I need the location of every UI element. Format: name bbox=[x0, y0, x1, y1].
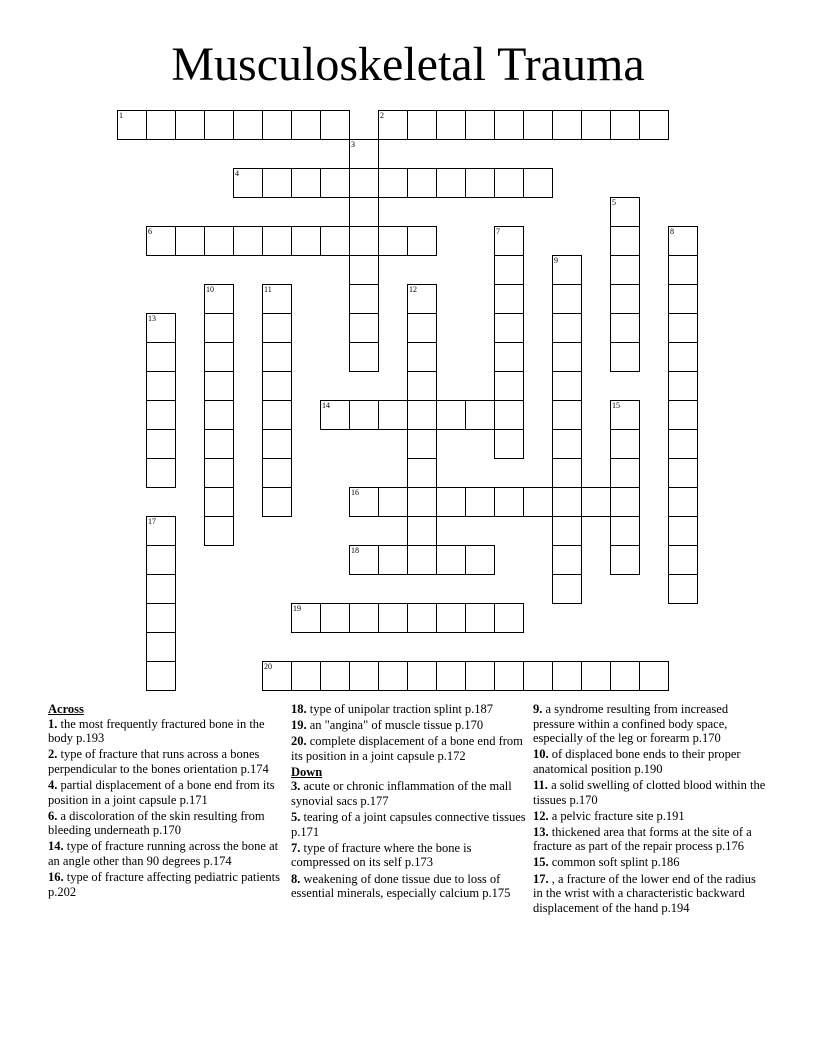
grid-cell[interactable] bbox=[552, 400, 582, 430]
clue-text: common soft splint p.186 bbox=[548, 855, 680, 870]
grid-cell[interactable] bbox=[146, 661, 176, 691]
grid-cell[interactable] bbox=[523, 487, 553, 517]
clue-number: 17 bbox=[148, 517, 156, 526]
clue-text: weakening of done tissue due to loss of essential minerals, especially calcium p.175 bbox=[291, 871, 511, 901]
grid-cell[interactable] bbox=[378, 603, 408, 633]
clue bbox=[533, 778, 768, 807]
grid-cell[interactable] bbox=[610, 342, 640, 372]
grid-cell[interactable] bbox=[436, 487, 466, 517]
grid-cell[interactable] bbox=[407, 429, 437, 459]
clue bbox=[291, 718, 526, 733]
clue bbox=[48, 870, 283, 899]
clue-number-label: 19. bbox=[291, 718, 307, 733]
grid-cell[interactable] bbox=[610, 284, 640, 314]
grid-cell[interactable] bbox=[291, 110, 321, 140]
grid-cell[interactable] bbox=[436, 545, 466, 575]
clue-text: type of fracture affecting pediatric patients p.202 bbox=[48, 870, 280, 899]
grid-cell[interactable] bbox=[465, 603, 495, 633]
grid-cell[interactable] bbox=[668, 284, 698, 314]
grid-cell[interactable] bbox=[436, 400, 466, 430]
grid-cell[interactable] bbox=[378, 400, 408, 430]
grid-cell[interactable] bbox=[465, 168, 495, 198]
grid-cell[interactable] bbox=[291, 603, 321, 633]
grid-cell[interactable] bbox=[262, 226, 292, 256]
grid-cell[interactable] bbox=[146, 371, 176, 401]
grid-cell[interactable] bbox=[204, 429, 234, 459]
grid-cell[interactable] bbox=[668, 371, 698, 401]
clue-number: 8 bbox=[670, 227, 674, 236]
grid-cell[interactable] bbox=[610, 313, 640, 343]
grid-cell[interactable] bbox=[146, 110, 176, 140]
clue-column-2 bbox=[291, 702, 526, 902]
grid-cell[interactable] bbox=[349, 400, 379, 430]
clue-number: 14 bbox=[322, 401, 330, 410]
grid-cell[interactable] bbox=[668, 458, 698, 488]
grid-cell[interactable] bbox=[262, 342, 292, 372]
clue bbox=[291, 702, 526, 717]
grid-cell[interactable] bbox=[204, 110, 234, 140]
grid-cell[interactable] bbox=[320, 400, 350, 430]
grid-cell[interactable] bbox=[552, 255, 582, 285]
grid-cell[interactable] bbox=[552, 342, 582, 372]
grid-cell[interactable] bbox=[320, 226, 350, 256]
grid-cell[interactable] bbox=[581, 110, 611, 140]
clue bbox=[48, 809, 283, 838]
clue bbox=[533, 872, 768, 916]
grid-cell[interactable] bbox=[262, 458, 292, 488]
clue-number-label: 5. bbox=[291, 810, 301, 825]
grid-cell[interactable] bbox=[407, 110, 437, 140]
grid-cell[interactable] bbox=[146, 226, 176, 256]
grid-cell[interactable] bbox=[407, 342, 437, 372]
grid-cell[interactable] bbox=[349, 197, 379, 227]
grid-cell[interactable] bbox=[668, 545, 698, 575]
grid-cell[interactable] bbox=[262, 371, 292, 401]
clue-text: the most frequently fractured bone in the body p.193 bbox=[48, 716, 265, 746]
grid-cell[interactable] bbox=[610, 110, 640, 140]
clue-number-label: 10. bbox=[533, 747, 549, 762]
clue-number-label: 20. bbox=[291, 734, 307, 749]
grid-cell[interactable] bbox=[552, 284, 582, 314]
grid-cell[interactable] bbox=[262, 400, 292, 430]
clue-text: type of unipolar traction splint p.187 bbox=[306, 702, 494, 716]
grid-cell[interactable] bbox=[494, 255, 524, 285]
clue-column-1 bbox=[48, 702, 283, 901]
grid-cell[interactable] bbox=[262, 487, 292, 517]
clue-heading-across: Across bbox=[48, 702, 84, 716]
grid-cell[interactable] bbox=[610, 226, 640, 256]
grid-cell[interactable] bbox=[668, 313, 698, 343]
grid-cell[interactable] bbox=[668, 516, 698, 546]
clue bbox=[533, 809, 768, 824]
grid-cell[interactable] bbox=[494, 487, 524, 517]
grid-cell[interactable] bbox=[668, 226, 698, 256]
clue-text: a syndrome resulting from increased pressure within a confined body space, especially of the leg or forearm p.170 bbox=[533, 702, 729, 746]
grid-cell[interactable] bbox=[233, 110, 263, 140]
grid-cell[interactable] bbox=[610, 661, 640, 691]
grid-cell[interactable] bbox=[262, 110, 292, 140]
clue-number: 9 bbox=[554, 256, 558, 265]
grid-cell[interactable] bbox=[552, 661, 582, 691]
grid-cell[interactable] bbox=[349, 545, 379, 575]
grid-cell[interactable] bbox=[465, 545, 495, 575]
grid-cell[interactable] bbox=[146, 429, 176, 459]
clue-number-label: 1. bbox=[48, 716, 58, 731]
grid-cell[interactable] bbox=[407, 661, 437, 691]
clue-text: partial displacement of a bone end from its position in a joint capsule p.171 bbox=[48, 777, 275, 807]
grid-cell[interactable] bbox=[494, 429, 524, 459]
grid-cell[interactable] bbox=[349, 603, 379, 633]
clue bbox=[48, 717, 283, 746]
grid-cell[interactable] bbox=[668, 400, 698, 430]
grid-cell[interactable] bbox=[262, 168, 292, 198]
clue-number: 4 bbox=[235, 169, 239, 178]
grid-cell[interactable] bbox=[262, 661, 292, 691]
grid-cell[interactable] bbox=[552, 574, 582, 604]
grid-cell[interactable] bbox=[146, 400, 176, 430]
grid-cell[interactable] bbox=[117, 110, 147, 140]
grid-cell[interactable] bbox=[407, 400, 437, 430]
clue-column-3 bbox=[533, 702, 768, 917]
clue-number: 20 bbox=[264, 662, 272, 671]
grid-cell[interactable] bbox=[407, 458, 437, 488]
clue-text: a solid swelling of clotted blood within the tissues p.170 bbox=[533, 777, 766, 807]
grid-cell[interactable] bbox=[233, 226, 263, 256]
grid-cell[interactable] bbox=[320, 168, 350, 198]
grid-cell[interactable] bbox=[204, 342, 234, 372]
grid-cell[interactable] bbox=[610, 458, 640, 488]
grid-cell[interactable] bbox=[465, 661, 495, 691]
grid-cell[interactable] bbox=[494, 400, 524, 430]
clue-heading-down: Down bbox=[291, 764, 323, 779]
grid-cell[interactable] bbox=[610, 400, 640, 430]
grid-cell[interactable] bbox=[552, 371, 582, 401]
grid-cell[interactable] bbox=[436, 168, 466, 198]
grid-cell[interactable] bbox=[610, 429, 640, 459]
grid-cell[interactable] bbox=[668, 429, 698, 459]
grid-cell[interactable] bbox=[204, 487, 234, 517]
clue-number-label: 11. bbox=[533, 777, 548, 792]
clue-text: tearing of a joint capsules connective tissues p.171 bbox=[291, 810, 526, 839]
clue-number-label: 7. bbox=[291, 840, 301, 855]
grid-cell[interactable] bbox=[407, 226, 437, 256]
clue-text: , a fracture of the lower end of the radius in the wrist with a characteristic backward displacement of the hand p.194 bbox=[533, 871, 756, 915]
clue-number-label: 16. bbox=[48, 870, 64, 885]
grid-cell[interactable] bbox=[552, 545, 582, 575]
clue-text: a discoloration of the skin resulting from bleeding underneath p.170 bbox=[48, 808, 265, 838]
clue bbox=[291, 872, 526, 901]
clue bbox=[291, 810, 526, 839]
grid-cell[interactable] bbox=[494, 168, 524, 198]
grid-cell[interactable] bbox=[639, 110, 669, 140]
grid-cell[interactable] bbox=[146, 458, 176, 488]
grid-cell[interactable] bbox=[610, 545, 640, 575]
clue bbox=[291, 841, 526, 870]
clue-text: acute or chronic inflammation of the mall synovial sacs p.177 bbox=[291, 779, 512, 809]
clue-number: 15 bbox=[612, 401, 620, 410]
grid-cell[interactable] bbox=[291, 661, 321, 691]
grid-cell[interactable] bbox=[204, 226, 234, 256]
grid-cell[interactable] bbox=[146, 603, 176, 633]
grid-cell[interactable] bbox=[552, 429, 582, 459]
grid-cell[interactable] bbox=[465, 487, 495, 517]
grid-cell[interactable] bbox=[378, 110, 408, 140]
clue-number: 2 bbox=[380, 111, 384, 120]
grid-cell[interactable] bbox=[494, 226, 524, 256]
clue-number-label: 17. bbox=[533, 871, 549, 886]
grid-cell[interactable] bbox=[465, 400, 495, 430]
clue-number-label: 8. bbox=[291, 871, 301, 886]
grid-cell[interactable] bbox=[204, 371, 234, 401]
grid-cell[interactable] bbox=[175, 226, 205, 256]
grid-cell[interactable] bbox=[320, 603, 350, 633]
grid-cell[interactable] bbox=[668, 255, 698, 285]
grid-cell[interactable] bbox=[349, 168, 379, 198]
grid-cell[interactable] bbox=[378, 545, 408, 575]
grid-cell[interactable] bbox=[233, 168, 263, 198]
clue-number: 11 bbox=[264, 285, 272, 294]
clue-number-label: 2. bbox=[48, 747, 58, 762]
grid-cell[interactable] bbox=[349, 342, 379, 372]
clue bbox=[291, 734, 526, 763]
grid-cell[interactable] bbox=[146, 342, 176, 372]
clue bbox=[48, 747, 283, 776]
grid-cell[interactable] bbox=[407, 487, 437, 517]
clue-number-label: 12. bbox=[533, 808, 549, 823]
clue-text: type of fracture running across the bone at an angle other than 90 degrees p.174 bbox=[48, 839, 279, 868]
grid-cell[interactable] bbox=[494, 110, 524, 140]
grid-cell[interactable] bbox=[349, 139, 379, 169]
grid-cell[interactable] bbox=[494, 313, 524, 343]
grid-cell[interactable] bbox=[494, 603, 524, 633]
grid-cell[interactable] bbox=[668, 342, 698, 372]
grid-cell[interactable] bbox=[146, 632, 176, 662]
clue-number-label: 3. bbox=[291, 779, 301, 794]
grid-cell[interactable] bbox=[552, 487, 582, 517]
grid-cell[interactable] bbox=[552, 516, 582, 546]
grid-cell[interactable] bbox=[349, 226, 379, 256]
clue-text: a pelvic fracture site p.191 bbox=[548, 808, 685, 823]
clue-number-label: 6. bbox=[48, 808, 58, 823]
grid-cell[interactable] bbox=[349, 255, 379, 285]
grid-cell[interactable] bbox=[465, 110, 495, 140]
grid-cell[interactable] bbox=[204, 458, 234, 488]
grid-cell[interactable] bbox=[407, 284, 437, 314]
grid-cell[interactable] bbox=[407, 603, 437, 633]
grid-cell[interactable] bbox=[204, 313, 234, 343]
grid-cell[interactable] bbox=[349, 661, 379, 691]
grid-cell[interactable] bbox=[610, 516, 640, 546]
clue-text: of displaced bone ends to their proper anatomical position p.190 bbox=[533, 747, 741, 776]
clue-text: an "angina" of muscle tissue p.170 bbox=[306, 718, 484, 733]
grid-cell[interactable] bbox=[668, 487, 698, 517]
grid-cell[interactable] bbox=[552, 110, 582, 140]
grid-cell[interactable] bbox=[494, 371, 524, 401]
grid-cell[interactable] bbox=[610, 487, 640, 517]
grid-cell[interactable] bbox=[262, 313, 292, 343]
grid-cell[interactable] bbox=[146, 516, 176, 546]
grid-cell[interactable] bbox=[146, 313, 176, 343]
grid-cell[interactable] bbox=[407, 371, 437, 401]
grid-cell[interactable] bbox=[262, 284, 292, 314]
clue bbox=[48, 839, 283, 868]
grid-cell[interactable] bbox=[494, 661, 524, 691]
grid-cell[interactable] bbox=[146, 574, 176, 604]
grid-cell[interactable] bbox=[204, 400, 234, 430]
grid-cell[interactable] bbox=[349, 284, 379, 314]
clue-number: 10 bbox=[206, 285, 214, 294]
clue-text: thickened area that forms at the site of a fracture as part of the repair process p.176 bbox=[533, 824, 752, 854]
grid-cell[interactable] bbox=[581, 487, 611, 517]
grid-cell[interactable] bbox=[523, 661, 553, 691]
clue-number: 6 bbox=[148, 227, 152, 236]
grid-cell[interactable] bbox=[262, 429, 292, 459]
grid-cell[interactable] bbox=[349, 487, 379, 517]
grid-cell[interactable] bbox=[436, 110, 466, 140]
clue bbox=[48, 778, 283, 807]
grid-cell[interactable] bbox=[639, 661, 669, 691]
clue-number: 18 bbox=[351, 546, 359, 555]
page-title: Musculoskeletal Trauma bbox=[171, 38, 645, 91]
clue bbox=[533, 825, 768, 854]
grid-cell[interactable] bbox=[378, 661, 408, 691]
grid-cell[interactable] bbox=[523, 168, 553, 198]
clue-number: 16 bbox=[351, 488, 359, 497]
grid-cell[interactable] bbox=[378, 226, 408, 256]
grid-cell[interactable] bbox=[291, 226, 321, 256]
grid-cell[interactable] bbox=[204, 284, 234, 314]
grid-cell[interactable] bbox=[175, 110, 205, 140]
clue-number: 19 bbox=[293, 604, 301, 613]
clue-number: 5 bbox=[612, 198, 616, 207]
grid-cell[interactable] bbox=[436, 661, 466, 691]
clue-number-label: 14. bbox=[48, 839, 64, 854]
grid-cell[interactable] bbox=[407, 516, 437, 546]
grid-cell[interactable] bbox=[378, 487, 408, 517]
clue-number-label: 9. bbox=[533, 702, 543, 716]
grid-cell[interactable] bbox=[407, 545, 437, 575]
grid-cell[interactable] bbox=[610, 255, 640, 285]
grid-cell[interactable] bbox=[349, 313, 379, 343]
clue-number: 13 bbox=[148, 314, 156, 323]
grid-cell[interactable] bbox=[668, 574, 698, 604]
grid-cell[interactable] bbox=[146, 545, 176, 575]
clue-number: 1 bbox=[119, 111, 123, 120]
clue-number-label: 13. bbox=[533, 824, 549, 839]
clue-number-label: 4. bbox=[48, 777, 58, 792]
grid-cell[interactable] bbox=[436, 603, 466, 633]
grid-cell[interactable] bbox=[320, 661, 350, 691]
grid-cell[interactable] bbox=[610, 197, 640, 227]
grid-cell[interactable] bbox=[291, 168, 321, 198]
clue-number-label: 15. bbox=[533, 855, 549, 870]
clue-number: 3 bbox=[351, 140, 355, 149]
clue-number-label: 18. bbox=[291, 702, 307, 716]
grid-cell[interactable] bbox=[552, 313, 582, 343]
clue-number: 12 bbox=[409, 285, 417, 294]
clue-text: type of fracture that runs across a bones perpendicular to the bones orientation p.174 bbox=[48, 747, 269, 776]
grid-cell[interactable] bbox=[581, 661, 611, 691]
grid-cell[interactable] bbox=[552, 458, 582, 488]
grid-cell[interactable] bbox=[494, 284, 524, 314]
clue bbox=[533, 855, 768, 870]
clue-text: complete displacement of a bone end from its position in a joint capsule p.172 bbox=[291, 734, 523, 763]
clue bbox=[533, 747, 768, 776]
grid-cell[interactable] bbox=[204, 516, 234, 546]
grid-cell[interactable] bbox=[320, 110, 350, 140]
clue bbox=[533, 702, 768, 746]
clue-text: type of fracture where the bone is compressed on its self p.173 bbox=[291, 840, 472, 870]
grid-cell[interactable] bbox=[407, 313, 437, 343]
grid-cell[interactable] bbox=[407, 168, 437, 198]
clue bbox=[291, 779, 526, 808]
clue-number: 7 bbox=[496, 227, 500, 236]
grid-cell[interactable] bbox=[523, 110, 553, 140]
grid-cell[interactable] bbox=[494, 342, 524, 372]
grid-cell[interactable] bbox=[378, 168, 408, 198]
